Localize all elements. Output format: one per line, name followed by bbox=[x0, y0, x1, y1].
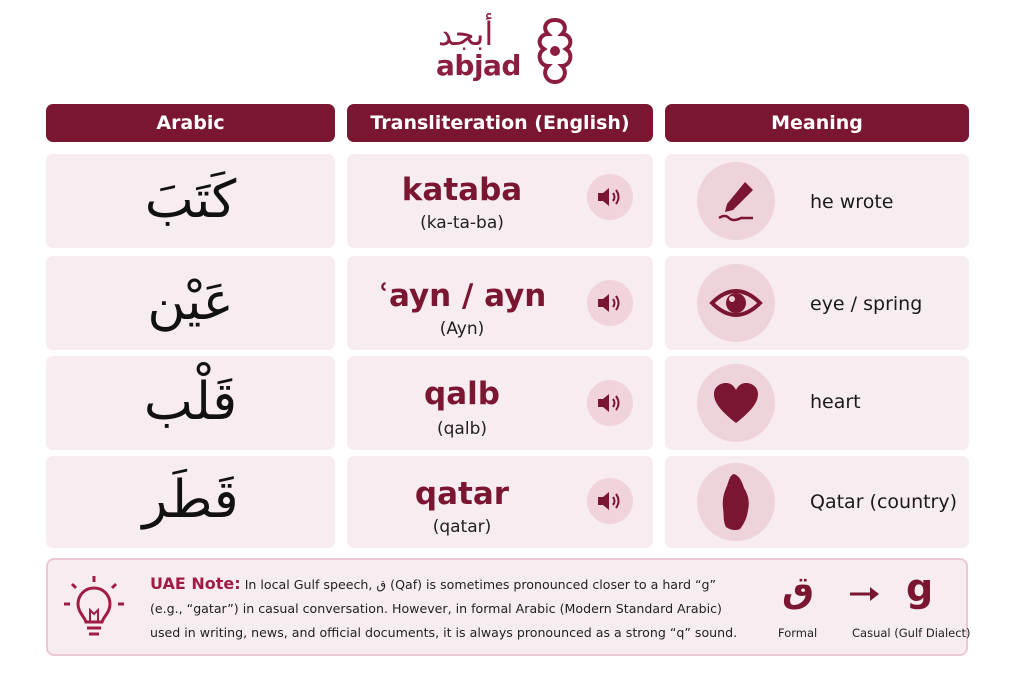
arabic-word: قَطَر bbox=[142, 470, 239, 530]
arrow-right-icon bbox=[848, 582, 882, 606]
meaning-cell bbox=[665, 356, 969, 450]
note-line-3: used in writing, news, and official documents, it is always pronounced as a strong “q” sound. bbox=[150, 625, 738, 640]
logo-latin-text: abjad bbox=[436, 49, 521, 82]
qatar-map-icon bbox=[697, 463, 775, 541]
uae-note-panel bbox=[46, 558, 971, 656]
header-transliteration: Transliteration (English) bbox=[347, 104, 653, 142]
speaker-icon bbox=[595, 391, 625, 415]
meaning-text: Qatar (country) bbox=[810, 491, 958, 513]
casual-label: Casual (Gulf Dialect) bbox=[852, 626, 971, 640]
speaker-icon bbox=[595, 291, 625, 315]
header-meaning: Meaning bbox=[665, 104, 969, 142]
arabic-word: كَتَبَ bbox=[144, 170, 237, 230]
play-audio-button[interactable] bbox=[587, 174, 633, 220]
transliteration-cell bbox=[347, 154, 653, 248]
logo-arabic-text: أبجد bbox=[438, 15, 494, 53]
note-line-2: (e.g., “gatar”) in casual conversation. However, in formal Arabic (Modern Standard Arabic) bbox=[150, 601, 722, 616]
note-title: UAE Note: bbox=[150, 574, 241, 593]
arabic-word: قَلْب bbox=[143, 372, 238, 432]
pronunciation-text: (ka-ta-ba) bbox=[420, 213, 504, 233]
transliteration-text: qalb bbox=[424, 376, 500, 412]
transliteration-cell bbox=[347, 456, 653, 548]
pen-writing-icon bbox=[697, 162, 775, 240]
meaning-cell bbox=[665, 256, 969, 350]
transliteration-text: kataba bbox=[401, 172, 523, 208]
speaker-icon bbox=[595, 489, 625, 513]
arabic-cell bbox=[46, 154, 335, 248]
speaker-icon bbox=[595, 185, 625, 209]
pronunciation-text: (Ayn) bbox=[439, 319, 485, 339]
formal-label: Formal bbox=[778, 626, 818, 640]
play-audio-button[interactable] bbox=[587, 380, 633, 426]
pronunciation-text: (qatar) bbox=[432, 517, 492, 537]
play-audio-button[interactable] bbox=[587, 478, 633, 524]
eye-icon bbox=[697, 264, 775, 342]
transliteration-text: qatar bbox=[414, 476, 510, 512]
note-body bbox=[150, 572, 750, 645]
logo-mark-icon bbox=[532, 16, 578, 86]
transliteration-cell bbox=[347, 256, 653, 350]
meaning-text: he wrote bbox=[810, 191, 894, 213]
arabic-cell bbox=[46, 256, 335, 350]
abjad-logo bbox=[420, 12, 600, 88]
arabic-cell bbox=[46, 356, 335, 450]
arabic-cell bbox=[46, 456, 335, 548]
transliteration-cell bbox=[347, 356, 653, 450]
arabic-word: عَيْن bbox=[147, 272, 234, 332]
meaning-cell bbox=[665, 154, 969, 248]
meaning-text: eye / spring bbox=[810, 293, 923, 315]
header-arabic: Arabic bbox=[46, 104, 335, 142]
note-line-1: In local Gulf speech, ق (Qaf) is sometimes pronounced closer to a hard “g” bbox=[244, 577, 717, 592]
heart-icon bbox=[697, 364, 775, 442]
meaning-text: heart bbox=[810, 391, 861, 413]
formal-letter: ق bbox=[782, 570, 815, 611]
lightbulb-icon bbox=[62, 574, 126, 644]
play-audio-button[interactable] bbox=[587, 280, 633, 326]
pronunciation-text: (qalb) bbox=[437, 419, 487, 439]
casual-letter: g bbox=[906, 566, 934, 610]
transliteration-text: ʿayn / ayn bbox=[377, 278, 547, 314]
meaning-cell bbox=[665, 456, 969, 548]
